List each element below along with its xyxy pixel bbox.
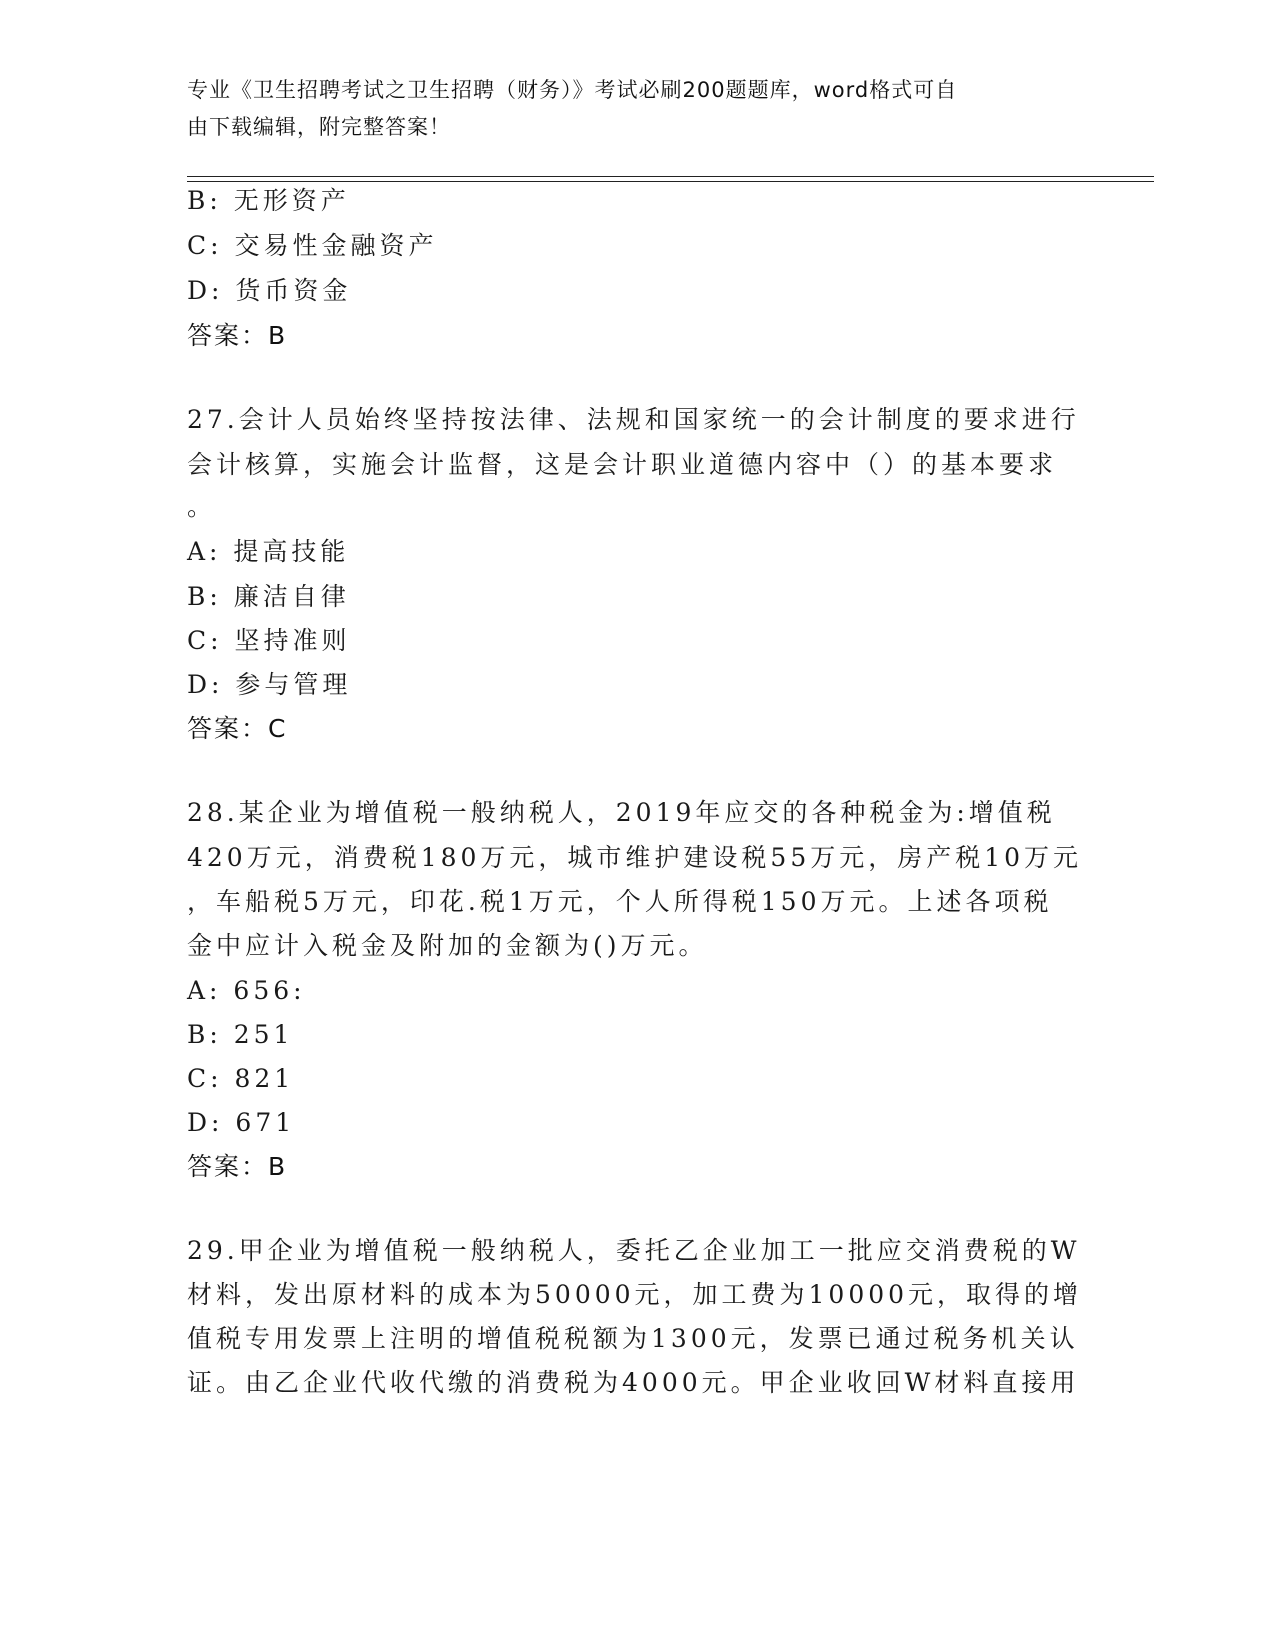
q28-stem-line-3: ，车船税5万元，印花.税1万元，个人所得税150万元。上述各项税: [187, 887, 1053, 916]
q29-stem-line-3: 值税专用发票上注明的增值税税额为1300元，发票已通过税务机关认: [187, 1324, 1079, 1353]
q27-stem-line-3: 。: [187, 492, 217, 521]
q26-option-c: C: 交易性金融资产: [187, 231, 438, 260]
q26-option-b: B: 无形资产: [187, 186, 350, 215]
q28-option-a: A: 656:: [187, 976, 306, 1005]
q27-stem-line-2: 会计核算，实施会计监督，这是会计职业道德内容中（）的基本要求: [187, 450, 1058, 479]
q28-option-c: C: 821: [187, 1064, 295, 1093]
q29-stem-line-4: 证。由乙企业代收代缴的消费税为4000元。甲企业收回W材料直接用: [187, 1368, 1080, 1397]
q28-option-d: D: 671: [187, 1108, 296, 1137]
q28-option-b: B: 251: [187, 1020, 294, 1049]
q29-stem-line-1: 29.甲企业为增值税一般纳税人，委托乙企业加工一批应交消费税的W: [187, 1236, 1081, 1265]
q27-option-c: C: 坚持准则: [187, 626, 351, 655]
q29-stem-line-2: 材料，发出原材料的成本为50000元，加工费为10000元，取得的增: [187, 1280, 1083, 1309]
header-line-1: 专业《卫生招聘考试之卫生招聘（财务）》考试必刷200题题库，word格式可自: [187, 78, 958, 102]
q27-option-d: D: 参与管理: [187, 670, 352, 699]
q27-answer: 答案：C: [187, 714, 288, 743]
header-rule-bottom: [187, 181, 1154, 182]
header-rule-top: [187, 176, 1154, 177]
q27-option-b: B: 廉洁自律: [187, 582, 350, 611]
header-line-2: 由下载编辑，附完整答案！: [187, 115, 451, 139]
q28-stem-line-1: 28.某企业为增值税一般纳税人，2019年应交的各种税金为:增值税: [187, 798, 1056, 827]
q28-stem-line-2: 420万元，消费税180万元，城市维护建设税55万元，房产税10万元: [187, 843, 1083, 872]
q26-answer: 答案：B: [187, 321, 288, 350]
document-header: [187, 72, 1067, 146]
q28-answer: 答案：B: [187, 1152, 288, 1181]
q28-stem-line-4: 金中应计入税金及附加的金额为()万元。: [187, 931, 708, 960]
q27-option-a: A: 提高技能: [187, 537, 350, 566]
q26-option-d: D: 货币资金: [187, 276, 352, 305]
q27-stem-line-1: 27.会计人员始终坚持按法律、法规和国家统一的会计制度的要求进行: [187, 405, 1080, 434]
